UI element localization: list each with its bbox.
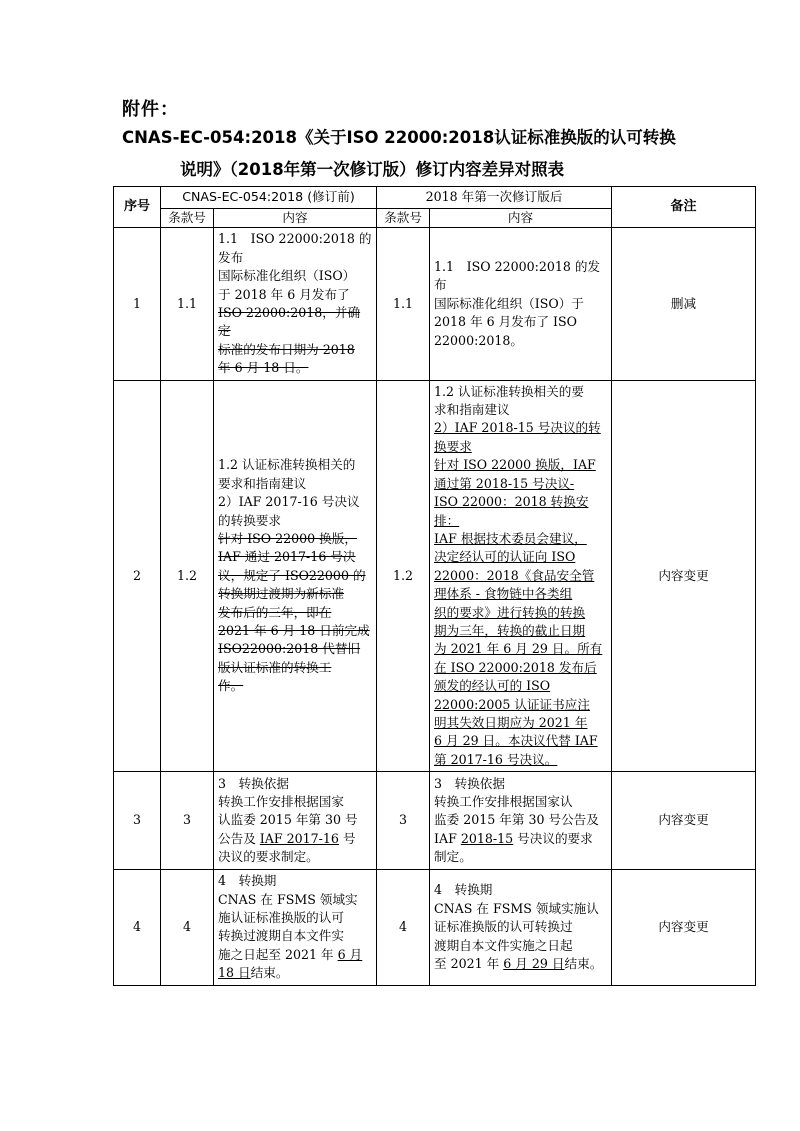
cell-content-before — [214, 870, 377, 985]
content-line: 期为三年，转换的截止日期 — [434, 622, 586, 638]
content-line: 决议的要求制定。 — [218, 849, 319, 865]
cell-content-after — [430, 380, 612, 772]
cell-content-before — [214, 228, 377, 380]
cell-content-before — [214, 772, 377, 870]
content-line: 4 转换期 — [434, 882, 493, 898]
cell-content-after — [430, 772, 612, 870]
cell-clause-before: 3 — [161, 772, 214, 870]
content-line: 6 月 29 日。本决议代替 IAF — [434, 733, 598, 749]
content-line: 织的要求》进行转换的转换 — [434, 604, 586, 620]
document-title-line1: CNAS-EC-054:2018《关于ISO 22000:2018认证标准换版的认可转换 — [122, 128, 676, 147]
content-line: 3 转换依据 — [218, 775, 289, 791]
subheader-content-after: 内容 — [430, 209, 612, 228]
content-line: 认监委 2015 年第 30 号 — [218, 812, 358, 828]
header-seq: 序号 — [114, 187, 161, 228]
content-line: 施认证标准换版的认可 — [218, 910, 344, 925]
content-line: 布 — [434, 277, 447, 293]
content-line: 证标准换版的认可转换过 — [434, 919, 573, 935]
content-line: 2021 年 6 月 18 日前完成 — [218, 622, 370, 638]
content-line: 的转换要求 — [218, 512, 281, 528]
content-line: 在 ISO 22000:2018 发布后 — [434, 659, 597, 675]
content-line: 制定。 — [434, 849, 472, 865]
content-line: 发布 — [218, 249, 244, 265]
header-before: CNAS-EC-054:2018 (修订前) — [161, 187, 377, 209]
cell-content-before — [214, 380, 377, 772]
cell-clause-after: 1.1 — [377, 228, 430, 380]
cell-clause-after: 4 — [377, 870, 430, 985]
cell-seq: 2 — [114, 380, 161, 772]
content-line: 1.2 认证标准转换相关的要 — [434, 383, 584, 399]
content-line: ISO 22000：2018 转换安排： — [434, 494, 589, 528]
attachment-label: 附件： — [122, 99, 179, 120]
content-line: 颁发的经认可的 ISO — [434, 678, 551, 694]
content-line: 针对 ISO 22000 换版，IAF — [434, 457, 596, 473]
content-line: 年 6 月 18 日。 — [218, 360, 309, 376]
content-line: 为 2021 年 6 月 29 日。所有 — [434, 641, 603, 657]
content-line: 换要求 — [434, 438, 472, 454]
content-line: 1.1 ISO 22000:2018 的发 — [434, 259, 601, 275]
content-line: 渡期自本文件实施之日起 — [434, 937, 573, 953]
content-line: 国际标准化组织（ISO） — [218, 268, 356, 284]
content-line: 通过第 2018-15 号决议- — [434, 475, 575, 491]
content-line: 公告及 IAF 2017-16 号 — [218, 830, 356, 846]
content-line: 议，规定了 ISO22000 的 — [218, 567, 366, 583]
header-note: 备注 — [612, 187, 756, 228]
content-line: 22000：2018《食品安全管 — [434, 567, 595, 583]
content-line: 施之日起至 2021 年 6 月 — [218, 946, 363, 962]
content-line: 理体系 - 食物链中各类组 — [434, 586, 573, 602]
cell-content-after — [430, 870, 612, 985]
content-line: 第 2017-16 号决议。 — [434, 751, 558, 767]
content-line: 求和指南建议 — [434, 402, 510, 418]
content-line: IAF 2018-15 号决议的要求 — [434, 830, 593, 846]
cell-note: 内容变更 — [612, 870, 756, 985]
comparison-table — [113, 186, 756, 986]
table-row — [114, 380, 756, 772]
content-line: 3 转换依据 — [434, 775, 505, 791]
content-line: CNAS 在 FSMS 领域实 — [218, 891, 358, 907]
cell-seq: 1 — [114, 228, 161, 380]
cell-note: 内容变更 — [612, 772, 756, 870]
content-line: 明其失效日期应为 2021 年 — [434, 714, 588, 730]
content-line: 至 2021 年 6 月 29 日结束。 — [434, 956, 603, 972]
content-line: 22000:2005 认证证书应注 — [434, 696, 590, 712]
content-line: IAF 通过 2017-16 号决 — [218, 549, 356, 565]
content-line: 2018 年 6 月发布了 ISO — [434, 314, 577, 330]
table-row — [114, 772, 756, 870]
content-line: 转换期过渡期为新标准 — [218, 586, 344, 602]
content-line: 4 转换期 — [218, 873, 277, 889]
content-line: 2）IAF 2017-16 号决议 — [218, 494, 360, 510]
content-line: 监委 2015 年第 30 号公告及 — [434, 812, 599, 828]
table-row — [114, 228, 756, 380]
content-line: ISO 22000:2018，并确定 — [218, 305, 361, 339]
content-line: 国际标准化组织（ISO）于 — [434, 295, 584, 311]
cell-note: 内容变更 — [612, 380, 756, 772]
content-line: 于 2018 年 6 月发布了 — [218, 286, 350, 302]
content-line: 标准的发布日期为 2018 — [218, 341, 355, 357]
cell-note: 删减 — [612, 228, 756, 380]
cell-clause-before: 1.2 — [161, 380, 214, 772]
content-line: 18 日结束。 — [218, 965, 289, 981]
content-line: 要求和指南建议 — [218, 475, 307, 491]
content-line: 作。 — [218, 678, 244, 694]
content-line: 1.1 ISO 22000:2018 的 — [218, 231, 372, 247]
cell-clause-after: 3 — [377, 772, 430, 870]
content-line: 决定经认可的认证向 ISO — [434, 549, 576, 565]
content-line: CNAS 在 FSMS 领域实施认 — [434, 900, 599, 916]
cell-clause-before: 1.1 — [161, 228, 214, 380]
cell-clause-before: 4 — [161, 870, 214, 985]
content-line: 发布后的三年，即在 — [218, 604, 332, 620]
table-row — [114, 870, 756, 985]
content-line: 转换过渡期自本文件实 — [218, 928, 344, 944]
cell-clause-after: 1.2 — [377, 380, 430, 772]
content-line: 转换工作安排根据国家 — [218, 794, 344, 810]
content-line: 22000:2018。 — [434, 332, 523, 348]
cell-seq: 3 — [114, 772, 161, 870]
content-line: 1.2 认证标准转换相关的 — [218, 457, 356, 473]
content-line: 2）IAF 2018-15 号决议的转 — [434, 420, 601, 436]
content-line: 转换工作安排根据国家认 — [434, 794, 573, 810]
document-title-line2: 说明》（2018年第一次修订版）修订内容差异对照表 — [180, 160, 565, 179]
cell-content-after — [430, 228, 612, 380]
cell-seq: 4 — [114, 870, 161, 985]
content-line: ISO22000:2018 代替旧 — [218, 641, 361, 657]
subheader-content-before: 内容 — [214, 209, 377, 228]
content-line: IAF 根据技术委员会建议， — [434, 530, 587, 546]
header-after: 2018 年第一次修订版后 — [377, 187, 612, 209]
subheader-clause-after: 条款号 — [377, 209, 430, 228]
subheader-clause-before: 条款号 — [161, 209, 214, 228]
content-line: 版认证标准的转换工 — [218, 659, 332, 675]
content-line: 针对 ISO 22000 换版， — [218, 530, 357, 546]
